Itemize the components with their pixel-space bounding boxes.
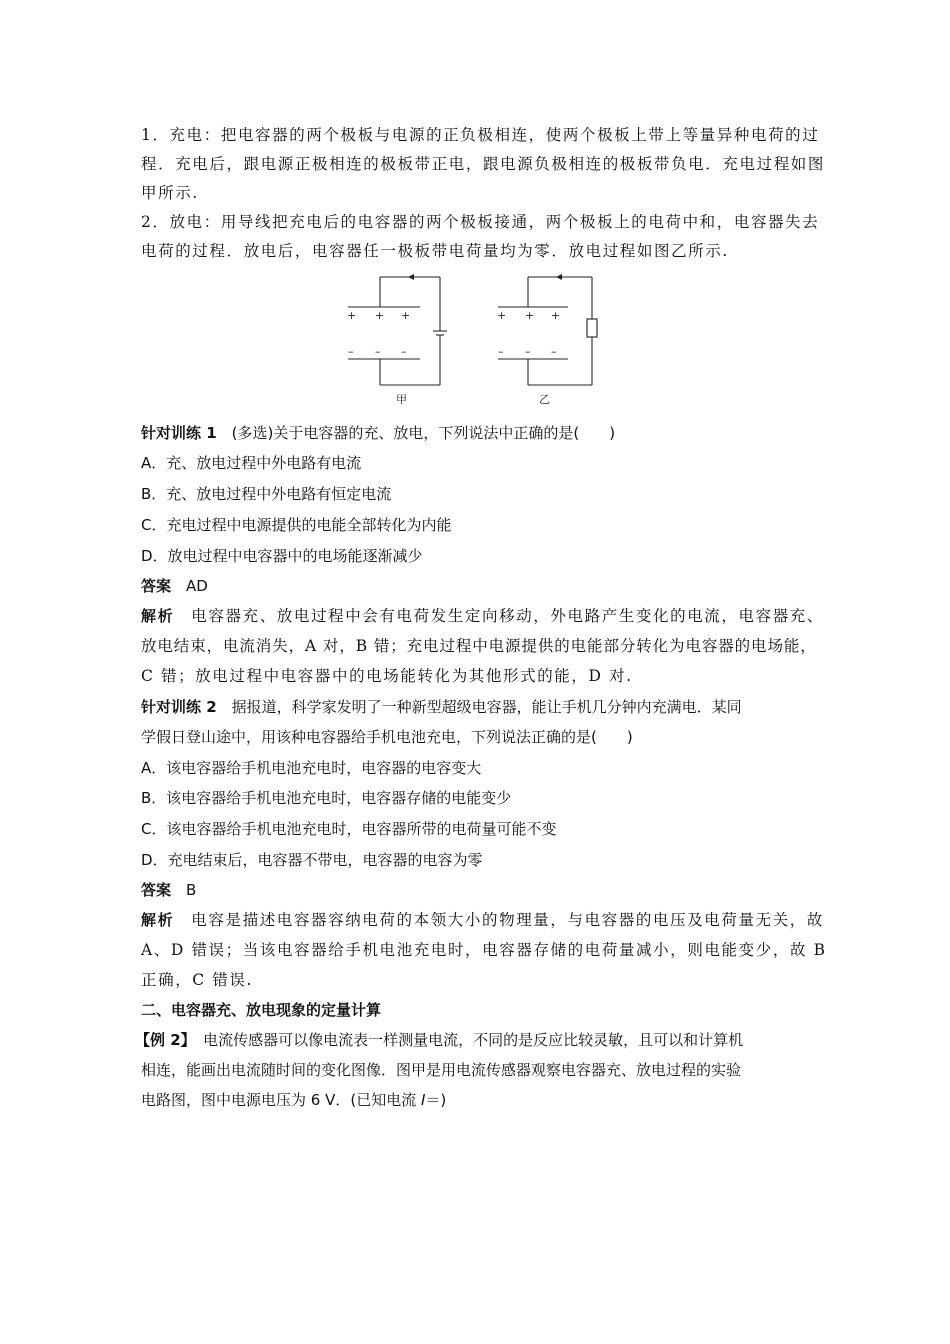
- example-text: 电路图，图中电源电压为 6 V．(已知电流: [141, 1091, 421, 1109]
- analysis-label: 解析: [141, 607, 175, 625]
- exercise-2-question: 据报道，科学家发明了一种新型超级电容器，能让手机几分钟内充满电．某同: [216, 698, 742, 716]
- answer-label: 答案: [141, 881, 172, 899]
- exercise-1-option-c: C．充电过程中电源提供的电能全部转化为内能: [141, 516, 452, 534]
- charging-paragraph-line-1: 1．充电：把电容器的两个极板与电源的正负极相连，使两个极板上带上等量异种电荷的过: [141, 126, 820, 144]
- plus-sign: +: [347, 309, 357, 322]
- plus-sign: +: [551, 309, 561, 322]
- answer-label: 答案: [141, 577, 172, 595]
- minus-sign: –: [375, 345, 381, 358]
- answer-value: B: [171, 881, 197, 899]
- plus-sign: +: [401, 309, 411, 322]
- answer-value: AD: [171, 577, 208, 595]
- plus-sign: +: [525, 309, 535, 322]
- discharging-paragraph-line-2: 电荷的过程．放电后，电容器任一极板带电荷量均为零．放电过程如图乙所示.: [141, 242, 729, 260]
- example-2-line-2: 相连，能画出电流随时间的变化图像．图甲是用电流传感器观察电容器充、放电过程的实验: [141, 1061, 742, 1079]
- minus-sign: –: [498, 345, 504, 358]
- exercise-1-option-a: A．充、放电过程中外电路有电流: [141, 454, 362, 472]
- exercise-2-analysis-line-3: 正确，C 错误.: [141, 971, 254, 989]
- example-text: ＝): [425, 1091, 447, 1109]
- analysis-text: 电容是描述电容器容纳电荷的本领大小的物理量，与电容器的电压及电荷量无关，故: [174, 911, 825, 929]
- arrow-left-icon: [556, 274, 562, 280]
- current-variable: I: [420, 1091, 426, 1109]
- exercise-1-analysis-line-2: 放电结束，电流消失，A 对，B 错；充电过程中电源提供的电能部分转化为电容器的电场能，: [141, 637, 817, 655]
- minus-sign: –: [551, 345, 557, 358]
- circuit-diagram: [330, 265, 620, 410]
- section-heading: 二、电容器充、放电现象的定量计算: [141, 1001, 382, 1019]
- minus-sign: –: [348, 345, 354, 358]
- exercise-2-stem-line-1: [141, 696, 821, 718]
- exercise-2-analysis-line-1: [141, 909, 825, 931]
- arrow-left-icon: [408, 274, 414, 280]
- exercise-1-option-d: D．放电过程中电容器中的电场能逐渐减少: [141, 547, 423, 565]
- exercise-2-stem-line-2: 学假日登山途中，用该种电容器给手机电池充电，下列说法正确的是( ): [141, 728, 633, 746]
- exercise-2-option-a: A．该电容器给手机电池充电时，电容器的电容变大: [141, 759, 482, 777]
- exercise-2-title: 针对训练 2: [141, 698, 217, 716]
- exercise-1-option-b: B．充、放电过程中外电路有恒定电流: [141, 485, 392, 503]
- example-label: 【例 2】: [135, 1031, 189, 1049]
- exercise-1-stem: [141, 422, 821, 444]
- example-2-line-3: [141, 1089, 821, 1111]
- example-2-line-1: [135, 1029, 815, 1051]
- exercise-1-title: 针对训练 1: [141, 424, 217, 442]
- exercise-1-answer: [141, 575, 821, 597]
- discharging-paragraph-line-1: 2．放电：用导线把充电后的电容器的两个极板接通，两个极板上的电荷中和，电容器失去: [141, 213, 820, 231]
- plus-sign: +: [497, 309, 507, 322]
- exercise-2-option-c: C．该电容器给手机电池充电时，电容器所带的电荷量可能不变: [141, 820, 557, 838]
- exercise-1-analysis-line-1: [141, 605, 825, 627]
- exercise-2-answer: [141, 879, 821, 901]
- exercise-1-analysis-line-3: C 错；放电过程中电容器中的电场能转化为其他形式的能，D 对.: [141, 667, 633, 685]
- exercise-2-option-b: B．该电容器给手机电池充电时，电容器存储的电能变少: [141, 789, 512, 807]
- figure-label-yi: 乙: [539, 393, 550, 406]
- exercise-2-option-d: D．充电结束后，电容器不带电，电容器的电容为零: [141, 851, 483, 869]
- example-text: 电流传感器可以像电流表一样测量电流，不同的是反应比较灵敏，且可以和计算机: [188, 1031, 744, 1049]
- figure-label-jia: 甲: [396, 393, 407, 406]
- analysis-text: 电容器充、放电过程中会有电荷发生定向移动，外电路产生变化的电流，电容器充、: [174, 607, 825, 625]
- exercise-2-analysis-line-2: A、D 错误；当该电容器给手机电池充电时，电容器存储的电荷量减小，则电能变少，故 B: [141, 941, 827, 959]
- plus-sign: +: [375, 309, 385, 322]
- charging-paragraph-line-2: 程．充电后，跟电源正极相连的极板带正电，跟电源负极相连的极板带负电．充电过程如图: [141, 155, 826, 173]
- minus-sign: –: [401, 345, 407, 358]
- charging-paragraph-line-3: 甲所示.: [141, 184, 199, 202]
- exercise-1-question: (多选)关于电容器的充、放电，下列说法中正确的是( ): [216, 424, 616, 442]
- analysis-label: 解析: [141, 911, 175, 929]
- circuit-figure: [330, 265, 620, 410]
- minus-sign: –: [525, 345, 531, 358]
